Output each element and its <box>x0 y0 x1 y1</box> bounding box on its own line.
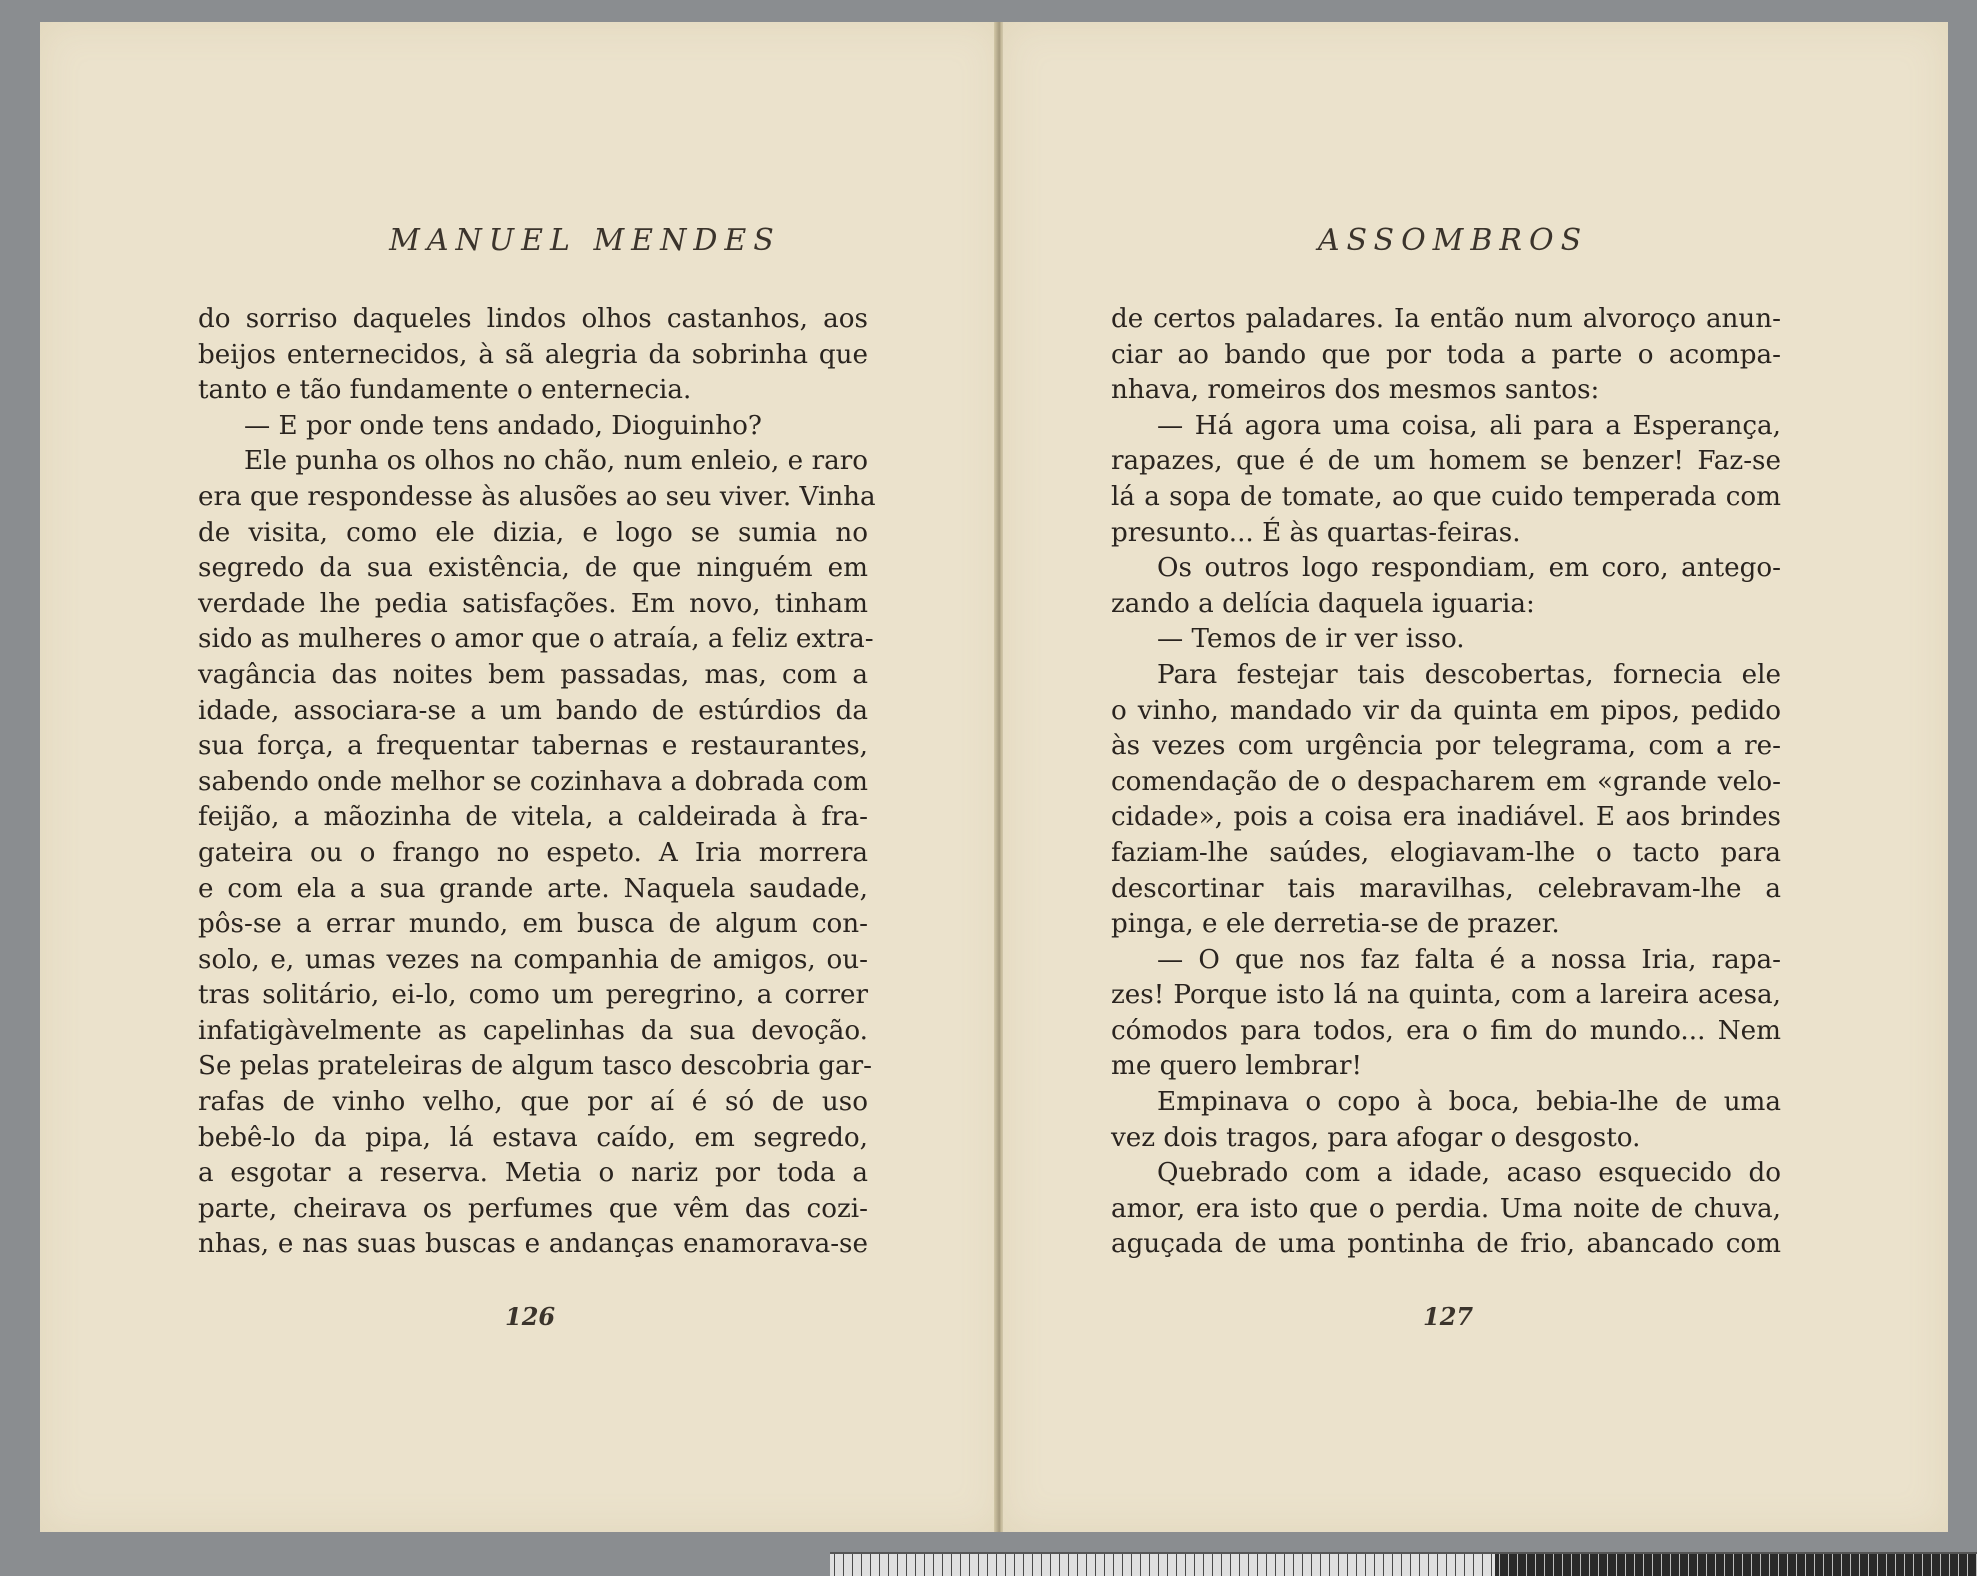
text-line: Para festejar tais descobertas, fornecia ele <box>1157 659 1781 690</box>
text-line: zes! Porque isto lá na quinta, com a lareira acesa, <box>1111 980 1781 1011</box>
text-line: nhava, romeiros dos mesmos santos: <box>1111 375 1600 406</box>
text-line: descortinar tais maravilhas, celebravam-lhe a <box>1111 873 1781 904</box>
text-line: nhas, e nas suas buscas e andanças enamorava-se <box>198 1229 868 1260</box>
text-line: beijos enternecidos, à sã alegria da sobrinha que <box>198 339 868 370</box>
text-line: tanto e tão fundamente o enternecia. <box>198 375 692 406</box>
text-line: o vinho, mandado vir da quinta em pipos, pedido <box>1111 695 1781 726</box>
text-line: sabendo onde melhor se cozinhava a dobrada com <box>198 766 868 797</box>
running-head: ASSOMBROS <box>1317 223 1589 258</box>
text-line: — O que nos faz falta é a nossa Iria, rapa- <box>1157 944 1781 975</box>
left-page <box>40 22 1003 1532</box>
text-line: bebê-lo da pipa, lá estava caído, em segredo, <box>198 1122 868 1153</box>
text-line: presunto... É às quartas-feiras. <box>1111 517 1521 548</box>
text-line: segredo da sua existência, de que ninguém em <box>198 553 868 584</box>
text-line: gateira ou o frango no espeto. A Iria morrera <box>198 837 868 868</box>
body-text <box>198 302 876 1263</box>
text-line: pinga, e ele derretia-se de prazer. <box>1111 909 1560 940</box>
running-head: MANUEL MENDES <box>389 223 781 258</box>
text-line: Os outros logo respondiam, em coro, antego- <box>1157 553 1781 584</box>
text-line: Empinava o copo à boca, bebia-lhe de uma <box>1157 1087 1781 1118</box>
text-line: ciar ao bando que por toda a parte o acompa- <box>1111 339 1781 370</box>
page-number: 127 <box>1423 1302 1474 1331</box>
text-line: Se pelas prateleiras de algum tasco descobria gar- <box>198 1051 872 1082</box>
body-text <box>1111 302 1781 1263</box>
text-line: cómodos para todos, era o fim do mundo... Nem <box>1111 1015 1781 1046</box>
text-line: feijão, a mãozinha de vitela, a caldeirada à fra- <box>198 802 868 833</box>
text-line: lá a sopa de tomate, ao que cuido temperada com <box>1111 481 1781 512</box>
text-line: me quero lembrar! <box>1111 1051 1363 1082</box>
text-line: amor, era isto que o perdia. Uma noite de chuva, <box>1111 1193 1781 1224</box>
text-line: vagância das noites bem passadas, mas, com a <box>198 659 868 690</box>
text-line: rapazes, que é de um homem se benzer! Faz-se <box>1111 446 1781 477</box>
page-number: 126 <box>505 1302 556 1331</box>
text-line: sido as mulheres o amor que o atraía, a feliz extra- <box>198 624 874 655</box>
text-line: — Temos de ir ver isso. <box>1157 624 1465 655</box>
text-line: e com ela a sua grande arte. Naquela saudade, <box>198 873 868 904</box>
text-line: às vezes com urgência por telegrama, com a re- <box>1111 731 1781 762</box>
text-line: idade, associara-se a um bando de estúrdios da <box>198 695 868 726</box>
text-line: pôs-se a errar mundo, em busca de algum con- <box>198 909 868 940</box>
text-line: Quebrado com a idade, acaso esquecido do <box>1157 1158 1781 1189</box>
text-line: comendação de o despacharem em «grande velo- <box>1111 766 1781 797</box>
text-line: — E por onde tens andado, Dioguinho? <box>244 410 762 441</box>
text-line: de certos paladares. Ia então num alvoroço anun- <box>1111 304 1781 334</box>
text-line: — Há agora uma coisa, ali para a Esperança, <box>1157 410 1781 441</box>
text-line: rafas de vinho velho, que por aí é só de uso <box>198 1087 868 1118</box>
text-line: Ele punha os olhos no chão, num enleio, e raro <box>244 446 868 477</box>
text-line: era que respondesse às alusões ao seu viver. Vinha <box>198 481 876 512</box>
text-line: zando a delícia daquela iguaria: <box>1111 588 1535 619</box>
text-line: a esgotar a reserva. Metia o nariz por toda a <box>198 1158 868 1189</box>
text-line: solo, e, umas vezes na companhia de amigos, ou- <box>198 944 868 975</box>
text-line: faziam-lhe saúdes, elogiavam-lhe o tacto para <box>1111 837 1781 868</box>
text-line: parte, cheirava os perfumes que vêm das cozi- <box>198 1193 868 1224</box>
text-line: vez dois tragos, para afogar o desgosto. <box>1111 1122 1641 1153</box>
text-line: aguçada de uma pontinha de frio, abancado com <box>1111 1229 1781 1260</box>
text-line: sua força, a frequentar tabernas e restaurantes, <box>198 731 868 762</box>
text-line: infatigàvelmente as capelinhas da sua devoção. <box>198 1015 868 1046</box>
scale-ruler <box>830 1552 1977 1576</box>
scale-ruler-dark-segment <box>1495 1554 1977 1576</box>
text-line: de visita, como ele dizia, e logo se sumia no <box>198 517 868 548</box>
text-line: tras solitário, ei-lo, como um peregrino, a correr <box>198 980 868 1011</box>
text-line: verdade lhe pedia satisfações. Em novo, tinham <box>198 588 868 619</box>
text-line: cidade», pois a coisa era inadiável. E aos brindes <box>1111 802 1781 833</box>
right-page <box>1003 22 1948 1532</box>
text-line: do sorriso daqueles lindos olhos castanhos, aos <box>198 304 868 334</box>
